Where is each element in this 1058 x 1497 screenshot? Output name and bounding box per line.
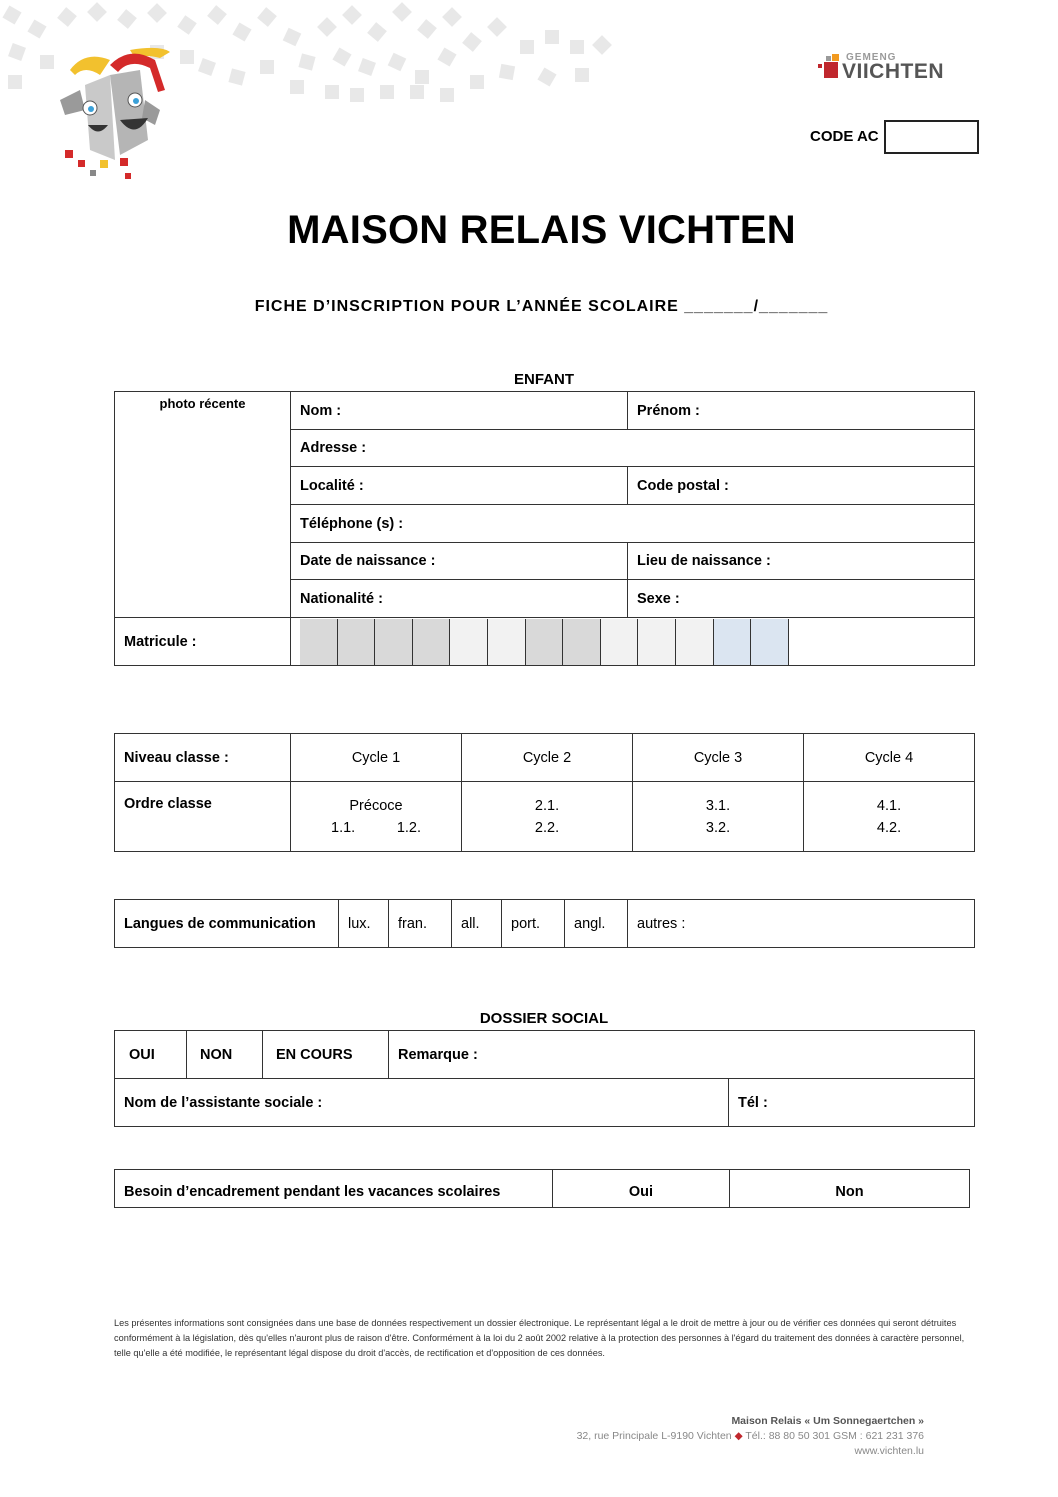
assistante-tel-field[interactable] (729, 1079, 975, 1127)
ordre-cycle-4[interactable] (804, 782, 975, 852)
code-ac-label: CODE AC (810, 128, 879, 145)
vacances-label: Besoin d’encadrement pendant les vacances scolaires (115, 1170, 553, 1208)
matricule-digit-12[interactable] (714, 619, 752, 665)
nom-label: Nom : (300, 402, 342, 419)
ordre-cycle-3[interactable] (633, 782, 804, 852)
photo-label: photo récente (159, 396, 246, 411)
prenom-label: Prénom : (637, 402, 700, 419)
localite-field[interactable] (291, 467, 628, 505)
ordre-1-2-option[interactable]: 1.2. (396, 819, 421, 836)
code-postal-label: Code postal : (637, 477, 729, 494)
classe-table (114, 733, 975, 852)
matricule-digit-6[interactable] (488, 619, 526, 665)
langues-table (114, 899, 975, 948)
matricule-digit-1[interactable] (300, 619, 338, 665)
niveau-classe-label: Niveau classe : (115, 734, 291, 782)
prenom-field[interactable] (628, 392, 975, 430)
ordre-4-2-option[interactable]: 4.2. (876, 819, 902, 836)
telephone-label: Téléphone (s) : (300, 515, 404, 532)
matricule-digit-4[interactable] (413, 619, 451, 665)
precoce-option[interactable]: Précoce (349, 797, 403, 814)
matricule-digit-13[interactable] (751, 619, 789, 665)
adresse-label: Adresse : (300, 440, 367, 456)
vacances-non-option[interactable]: Non (730, 1170, 970, 1208)
cycle-1-option[interactable]: Cycle 1 (291, 734, 462, 782)
page-subtitle: FICHE D’INSCRIPTION POUR L’ANNÉE SCOLAIRE _______/_______ (254, 298, 829, 315)
ordre-4-1-option[interactable]: 4.1. (876, 797, 902, 814)
matricule-digit-3[interactable] (375, 619, 413, 665)
code-ac-field[interactable] (884, 120, 979, 154)
ordre-3-1-option[interactable]: 3.1. (705, 797, 731, 814)
matricule-field[interactable] (291, 618, 975, 666)
org-address: 32, rue Principale L-9190 Vichten (576, 1430, 732, 1442)
sexe-label: Sexe : (637, 590, 680, 607)
langue-fran-option[interactable]: fran. (389, 900, 452, 948)
date-naissance-field[interactable] (291, 543, 628, 580)
vacances-table (114, 1169, 970, 1208)
dossier-oui-option[interactable]: OUI (115, 1031, 187, 1079)
ordre-2-1-option[interactable]: 2.1. (534, 797, 560, 814)
sexe-field[interactable] (628, 580, 975, 618)
dossier-en-cours-option[interactable]: EN COURS (263, 1031, 389, 1079)
code-postal-field[interactable] (628, 467, 975, 505)
section-title-enfant: ENFANT (514, 371, 574, 388)
remarque-field[interactable] (389, 1031, 975, 1079)
lieu-naissance-field[interactable] (628, 543, 975, 580)
matricule-label: Matricule : (124, 633, 197, 650)
page-title: MAISON RELAIS VICHTEN (287, 208, 796, 252)
dossier-non-option[interactable]: NON (187, 1031, 263, 1079)
ordre-3-2-option[interactable]: 3.2. (705, 819, 731, 836)
assistante-sociale-label: Nom de l’assistante sociale : (124, 1094, 323, 1111)
mascot-icon (30, 30, 170, 180)
matricule-label-cell (115, 618, 291, 666)
matricule-digit-10[interactable] (638, 619, 676, 665)
remarque-label: Remarque : (398, 1046, 478, 1063)
cycle-3-option[interactable]: Cycle 3 (633, 734, 804, 782)
localite-label: Localité : (300, 477, 364, 494)
telephone-field[interactable] (291, 505, 975, 543)
footer-address-block (540, 1414, 924, 1459)
photo-field[interactable] (115, 392, 291, 618)
matricule-digit-8[interactable] (563, 619, 601, 665)
ordre-cycle-1[interactable] (291, 782, 462, 852)
logo-squares-icon (818, 54, 842, 84)
nationalite-field[interactable] (291, 580, 628, 618)
langue-all-option[interactable]: all. (452, 900, 502, 948)
logo-text-big: VIICHTEN (842, 60, 945, 83)
ordre-cycle-2[interactable] (462, 782, 633, 852)
gemeng-vichten-logo (818, 50, 958, 86)
org-website[interactable]: www.vichten.lu (854, 1445, 924, 1457)
nom-field[interactable] (291, 392, 628, 430)
org-name: Maison Relais « Um Sonnegaertchen » (731, 1415, 924, 1427)
langue-angl-option[interactable]: angl. (565, 900, 628, 948)
mascot-logo (30, 30, 170, 180)
assistante-sociale-field[interactable] (115, 1079, 729, 1127)
matricule-digit-boxes (300, 619, 965, 665)
matricule-digit-7[interactable] (526, 619, 564, 665)
logo-text-small: GEMENG (846, 52, 897, 63)
langues-label: Langues de communication (115, 900, 339, 948)
langue-port-option[interactable]: port. (502, 900, 565, 948)
legal-notice: Les présentes informations sont consignées dans une base de données respectivement un dossier électronique. Le représentant légal a le droit de mettre à jour ou de vérifier ces données qui seront détruites conformément à la législation, dès qu'elles n'auront plus de raison d'être. Conformément à la loi du 2 août 2002 relative à la protection des personnes à l'égard du traitement des données à caractère personnel, telle qu'elle a été modifiée, le représentant légal dispose du droit d'accès, de rectification et d'opposition de ces données. (114, 1318, 965, 1358)
dossier-social-table (114, 1030, 975, 1127)
langue-autres-field[interactable]: autres : (628, 900, 975, 948)
cycle-2-option[interactable]: Cycle 2 (462, 734, 633, 782)
lieu-naissance-label: Lieu de naissance : (637, 553, 771, 569)
diamond-separator-icon: ◆ (734, 1430, 743, 1442)
cycle-4-option[interactable]: Cycle 4 (804, 734, 975, 782)
date-naissance-label: Date de naissance : (300, 553, 436, 569)
org-phone: Tél.: 88 80 50 301 GSM : 621 231 376 (745, 1430, 924, 1442)
ordre-1-1-option[interactable]: 1.1. (331, 819, 356, 836)
matricule-digit-9[interactable] (601, 619, 639, 665)
ordre-2-2-option[interactable]: 2.2. (534, 819, 560, 836)
assistante-tel-label: Tél : (738, 1094, 768, 1111)
ordre-classe-label: Ordre classe (115, 782, 291, 852)
nationalite-label: Nationalité : (300, 590, 383, 607)
section-title-dossier-social: DOSSIER SOCIAL (479, 1010, 609, 1027)
enfant-table (114, 391, 975, 666)
langue-lux-option[interactable]: lux. (339, 900, 389, 948)
vacances-oui-option[interactable]: Oui (553, 1170, 730, 1208)
matricule-digit-5[interactable] (450, 619, 488, 665)
adresse-field[interactable] (291, 430, 975, 467)
matricule-digit-2[interactable] (338, 619, 376, 665)
matricule-digit-11[interactable] (676, 619, 714, 665)
